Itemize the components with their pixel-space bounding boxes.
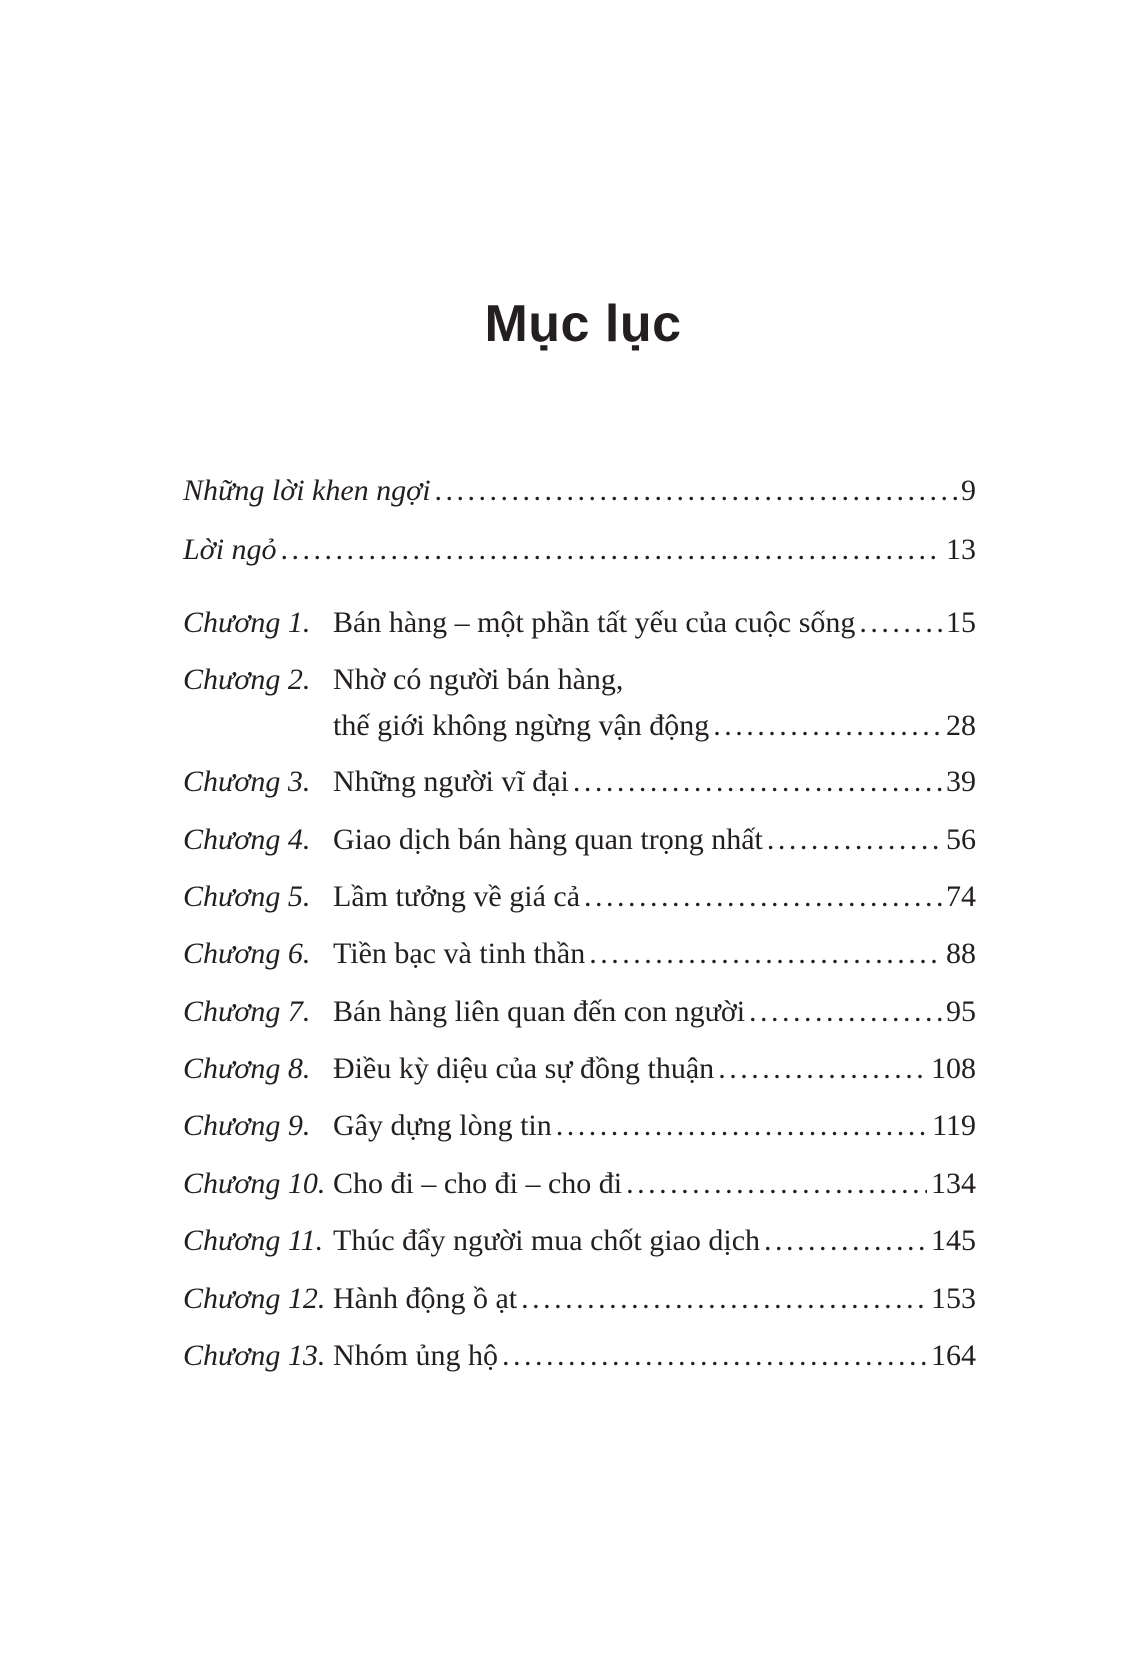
chapter-label: Chương 8. — [183, 1052, 311, 1085]
toc-chapter-3 — [183, 759, 976, 805]
leader-dots — [584, 874, 942, 920]
chapter-label: Chương 4. — [183, 823, 311, 856]
toc-chapter-12 — [183, 1276, 976, 1322]
chapter-title: Gây dựng lòng tin — [333, 1109, 552, 1142]
toc-chapter-10 — [183, 1161, 976, 1207]
chapter-label: Chương 5. — [183, 880, 311, 913]
chapter-label: Chương 12. — [183, 1282, 326, 1315]
leader-dots — [521, 1276, 927, 1322]
toc-page-number: 88 — [946, 937, 976, 970]
leader-dots — [767, 817, 942, 863]
toc-page-number: 56 — [946, 823, 976, 856]
toc-page-number: 74 — [946, 880, 976, 913]
leader-dots — [626, 1161, 927, 1207]
chapter-title: Tiền bạc và tinh thần — [333, 937, 586, 970]
leader-dots — [749, 989, 942, 1035]
leader-dots — [764, 1218, 927, 1264]
chapter-label: Chương 9. — [183, 1109, 311, 1142]
toc-page-number: 108 — [931, 1052, 976, 1085]
toc-page-number: 134 — [931, 1167, 976, 1200]
chapter-label: Chương 10. — [183, 1167, 326, 1200]
chapter-label: Chương 1. — [183, 606, 311, 639]
toc-page-number: 13 — [946, 533, 976, 566]
chapter-label: Chương 3. — [183, 765, 311, 798]
toc-chapter-8 — [183, 1046, 976, 1092]
toc-entry-title: Lời ngỏ — [183, 533, 277, 566]
chapter-title: Bán hàng – một phần tất yếu của cuộc sống — [333, 606, 856, 639]
chapter-title-line-1: Nhờ có người bán hàng, — [333, 663, 624, 696]
chapter-title-line-2: thế giới không ngừng vận động — [333, 709, 710, 742]
leader-dots — [435, 468, 957, 514]
toc-chapter-11 — [183, 1218, 976, 1264]
toc-chapter-6 — [183, 931, 976, 977]
toc-chapter-4 — [183, 817, 976, 863]
leader-dots — [573, 759, 942, 805]
chapter-title: Bán hàng liên quan đến con người — [333, 995, 746, 1028]
chapter-title: Cho đi – cho đi – cho đi — [333, 1167, 623, 1200]
leader-dots — [589, 931, 942, 977]
toc-page-number: 28 — [946, 709, 976, 742]
leader-dots — [713, 703, 942, 749]
toc-page-number: 145 — [931, 1224, 976, 1257]
toc-chapter-5 — [183, 874, 976, 920]
toc-entry-preface — [183, 527, 976, 573]
toc-page-number: 39 — [946, 765, 976, 798]
chapter-label: Chương 6. — [183, 937, 311, 970]
toc-entry-title: Những lời khen ngợi — [183, 474, 431, 507]
chapter-title: Thúc đẩy người mua chốt giao dịch — [333, 1224, 761, 1257]
chapter-title: Những người vĩ đại — [333, 765, 569, 798]
chapter-title: Hành động ồ ạt — [333, 1282, 518, 1315]
toc-chapter-13 — [183, 1333, 976, 1379]
toc-chapter-2 — [183, 657, 976, 749]
toc-chapter-1 — [183, 600, 976, 646]
toc-page-number: 9 — [961, 474, 976, 507]
chapter-label: Chương 13. — [183, 1339, 326, 1372]
toc-page-number: 164 — [931, 1339, 976, 1372]
toc-page-number: 153 — [931, 1282, 976, 1315]
chapter-title: Nhóm ủng hộ — [333, 1339, 498, 1372]
leader-dots — [281, 527, 942, 573]
leader-dots — [718, 1046, 927, 1092]
toc-page-number: 95 — [946, 995, 976, 1028]
chapter-title: Giao dịch bán hàng quan trọng nhất — [333, 823, 763, 856]
toc-entry-praise — [183, 468, 976, 514]
chapter-label: Chương 2. — [183, 663, 311, 696]
toc-chapter-7 — [183, 989, 976, 1035]
chapter-label: Chương 7. — [183, 995, 311, 1028]
chapter-title: Điều kỳ diệu của sự đồng thuận — [333, 1052, 715, 1085]
chapter-title: Lầm tưởng về giá cả — [333, 880, 581, 913]
leader-dots — [556, 1103, 928, 1149]
leader-dots — [859, 600, 942, 646]
toc-page-number: 119 — [932, 1109, 976, 1142]
chapter-label: Chương 11. — [183, 1224, 324, 1257]
toc-page-number: 15 — [946, 606, 976, 639]
page-title: Mục lục — [484, 295, 682, 353]
toc-chapter-9 — [183, 1103, 976, 1149]
leader-dots — [502, 1333, 927, 1379]
